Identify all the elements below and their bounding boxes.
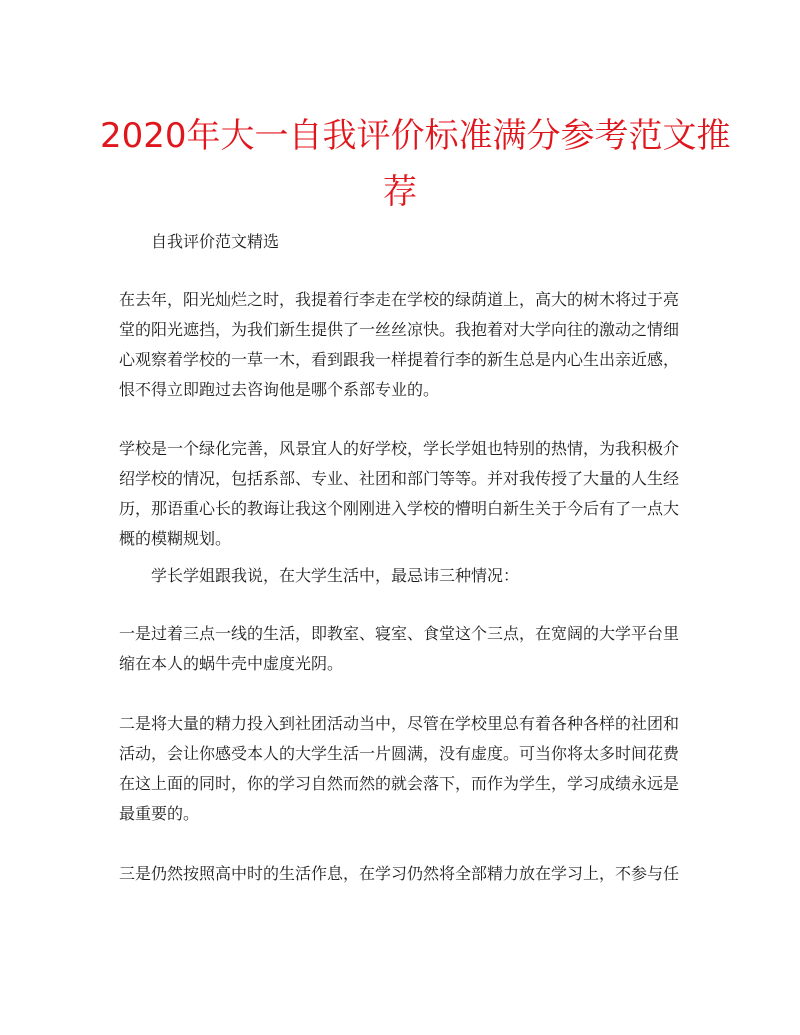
paragraph-line: 最重要的。	[119, 804, 200, 823]
paragraph-line: 缩在本人的蜗牛壳中虚度光阴。	[119, 654, 344, 673]
paragraph-2	[119, 434, 681, 554]
paragraph-line: 概的模糊规划。	[119, 529, 232, 548]
paragraph-line: 一是过着三点一线的生活，即教室、寝室、食堂这个三点，在宽阔的大学平台里	[119, 624, 680, 643]
paragraph-line: 心观察着学校的一草一木，看到跟我一样提着行李的新生总是内心生出亲近感，	[119, 350, 680, 369]
paragraph-line: 在去年，阳光灿烂之时，我提着行李走在学校的绿荫道上，高大的树木将过于亮	[119, 290, 680, 309]
paragraph-3	[119, 561, 681, 591]
document-title	[100, 108, 731, 220]
paragraph-4	[119, 619, 681, 679]
paragraph-line: 恨不得立即跑过去咨询他是哪个系部专业的。	[119, 380, 440, 399]
paragraph-line: 学校是一个绿化完善，风景宜人的好学校，学长学姐也特别的热情，为我积极介	[119, 439, 680, 458]
paragraph-line: 绍学校的情况，包括系部、专业、社团和部门等等。并对我传授了大量的人生经	[119, 469, 680, 488]
document-subtitle: 自我评价范文精选	[151, 232, 280, 251]
paragraph-6	[119, 859, 681, 889]
title-line-1: 2020年大一自我评价标准满分参考范文推	[100, 116, 731, 156]
paragraph-5	[119, 709, 681, 829]
title-line-2: 荐	[383, 172, 417, 212]
paragraph-line: 三是仍然按照高中时的生活作息，在学习仍然将全部精力放在学习上，不参与任	[119, 864, 680, 883]
paragraph-line: 活动，会让你感受本人的大学生活一片圆满，没有虚度。可当你将太多时间花费	[119, 744, 680, 763]
paragraph-1	[119, 285, 681, 405]
paragraph-line: 历，那语重心长的教诲让我这个刚刚进入学校的懵明白新生关于今后有了一点大	[119, 499, 680, 518]
paragraph-line: 在这上面的同时，你的学习自然而然的就会落下，而作为学生，学习成绩永远是	[119, 774, 680, 793]
paragraph-line: 堂的阳光遮挡，为我们新生提供了一丝丝凉快。我抱着对大学向往的激动之情细	[119, 320, 680, 339]
paragraph-line: 二是将大量的精力投入到社团活动当中，尽管在学校里总有着各种各样的社团和	[119, 714, 680, 733]
paragraph-line: 学长学姐跟我说，在大学生活中，最忌讳三种情况：	[151, 566, 520, 585]
